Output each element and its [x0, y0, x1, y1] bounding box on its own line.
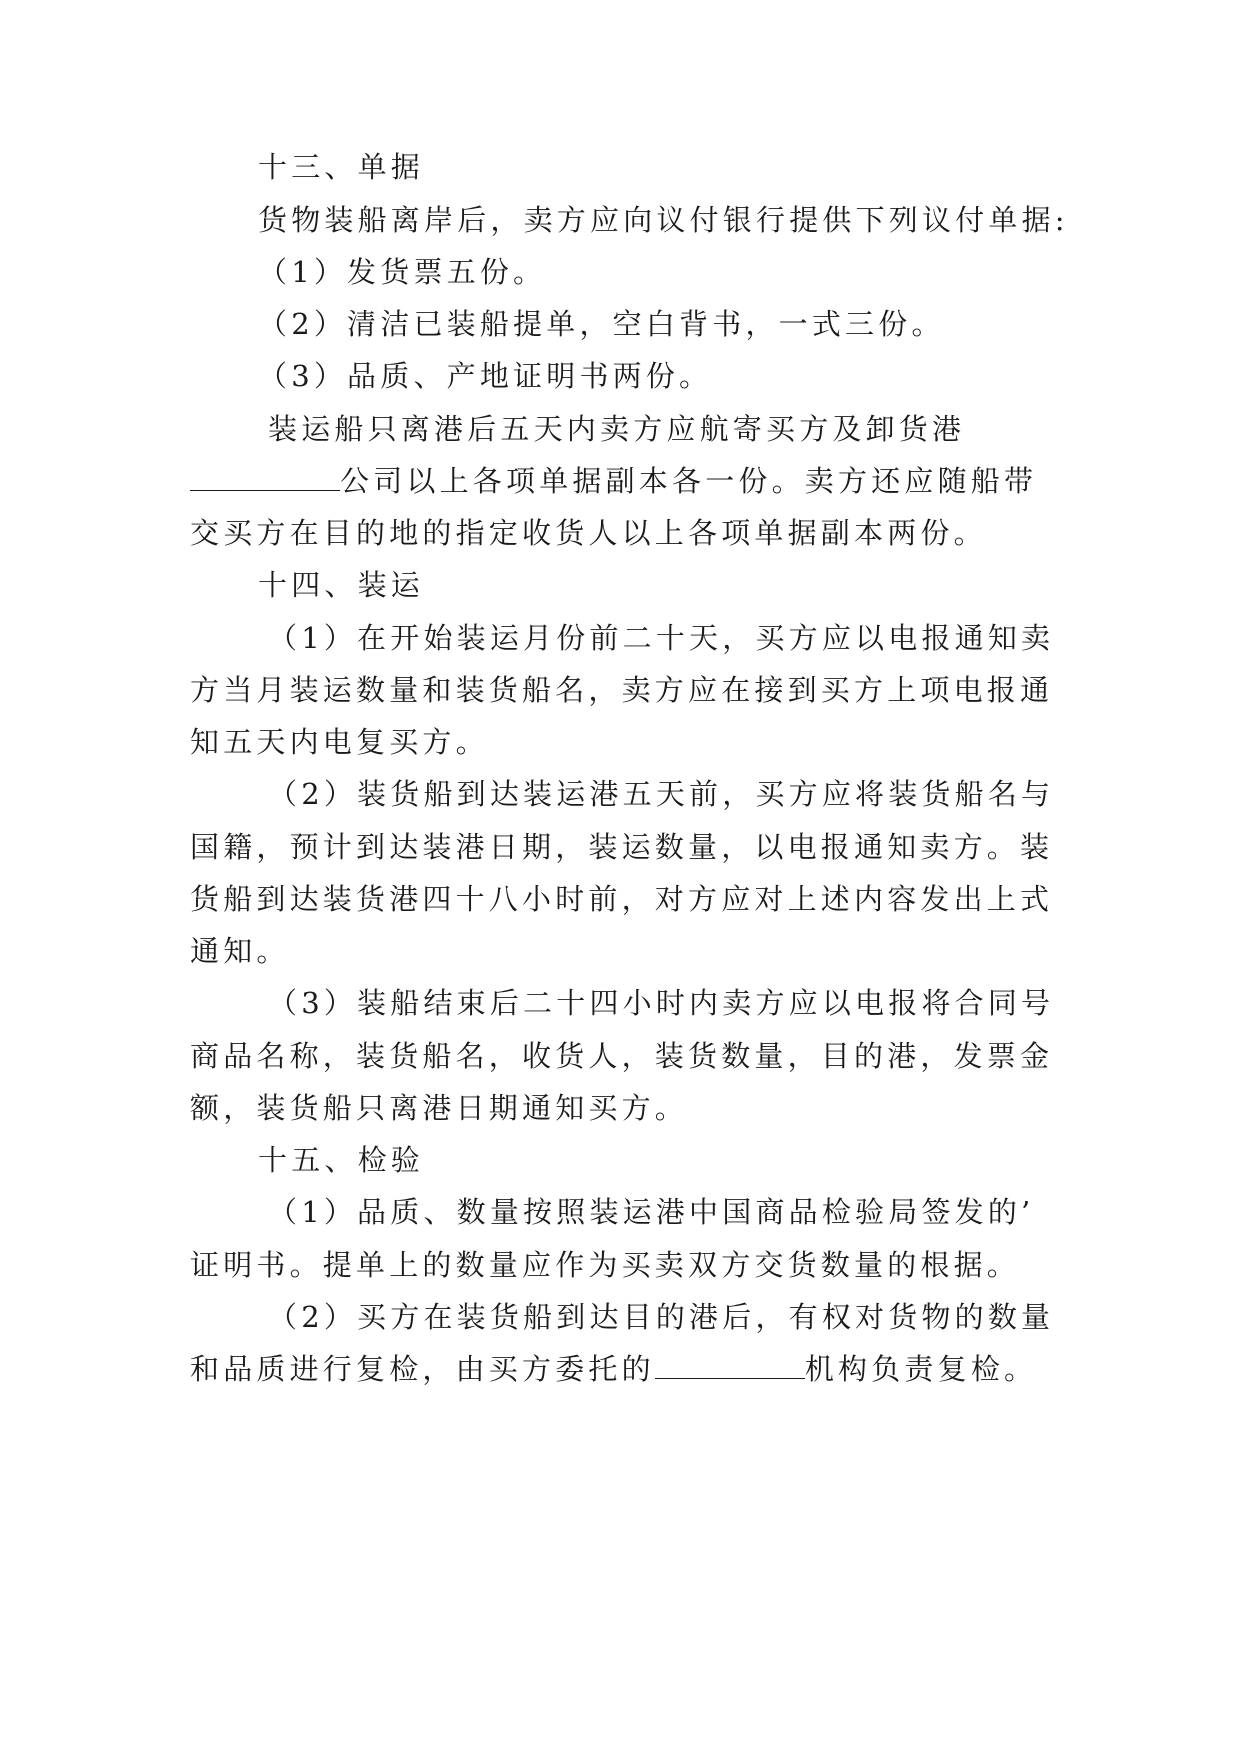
section-13-item-2: （2）清洁已装船提单，空白背书，一式三份。: [258, 307, 945, 341]
section-15-item-1-line-1: （1）品质、数量按照装运港中国商品检验局签发的’: [268, 1195, 1035, 1229]
section-15-item-2-line-2-text-b: 机构负责复检。: [804, 1352, 1038, 1386]
section-13-para-line-2-text: 公司以上各项单据副本各一份。卖方还应随船带: [340, 464, 1038, 498]
section-15-item-1-line-2: 证明书。提单上的数量应作为买卖双方交货数量的根据。: [190, 1248, 1021, 1282]
section-14-item-1-line-1: （1）在开始装运月份前二十天，买方应以电报通知卖: [268, 621, 1055, 655]
section-13-item-3: （3）品质、产地证明书两份。: [258, 359, 713, 393]
section-13-para-line-2: [190, 461, 1070, 501]
section-13-heading: 十三、单据: [258, 150, 425, 184]
section-15-item-2-line-2-text-a: 和品质进行复检，由买方委托的: [190, 1352, 655, 1386]
section-15-item-2-line-1: （2）买方在装货船到达目的港后，有权对货物的数量: [268, 1300, 1055, 1334]
fill-in-blank-company[interactable]: [190, 462, 340, 491]
section-13-item-1: （1）发货票五份。: [258, 255, 547, 289]
section-14-item-1-line-3: 知五天内电复买方。: [190, 725, 489, 759]
section-14-item-2-line-4: 通知。: [190, 934, 290, 968]
section-14-item-3-line-2: 商品名称，装货船名，收货人，装货数量，目的港，发票金: [190, 1039, 1054, 1073]
section-13-intro: 货物装船离岸后，卖方应向议付银行提供下列议付单据:: [258, 203, 1069, 237]
section-13-para-line-1: 装运船只离港后五天内卖方应航寄买方及卸货港: [268, 412, 966, 446]
section-15-heading: 十五、检验: [258, 1143, 425, 1177]
section-14-item-2-line-2: 国籍，预计到达装港日期，装运数量，以电报通知卖方。装: [190, 830, 1054, 864]
section-13-para-line-3: 交买方在目的地的指定收货人以上各项单据副本两份。: [190, 516, 987, 550]
section-14-item-1-line-2: 方当月装运数量和装货船名，卖方应在接到买方上项电报通: [190, 673, 1054, 707]
section-14-item-3-line-3: 额，装货船只离港日期通知买方。: [190, 1091, 689, 1125]
section-14-item-3-line-1: （3）装船结束后二十四小时内卖方应以电报将合同号: [268, 986, 1055, 1020]
section-14-heading: 十四、装运: [258, 568, 425, 602]
fill-in-blank-agency[interactable]: [655, 1350, 805, 1379]
section-14-item-2-line-1: （2）装货船到达装运港五天前，买方应将装货船名与: [268, 777, 1055, 811]
section-14-item-2-line-3: 货船到达装货港四十八小时前，对方应对上述内容发出上式: [190, 882, 1054, 916]
section-15-item-2-line-2: [190, 1349, 1070, 1389]
